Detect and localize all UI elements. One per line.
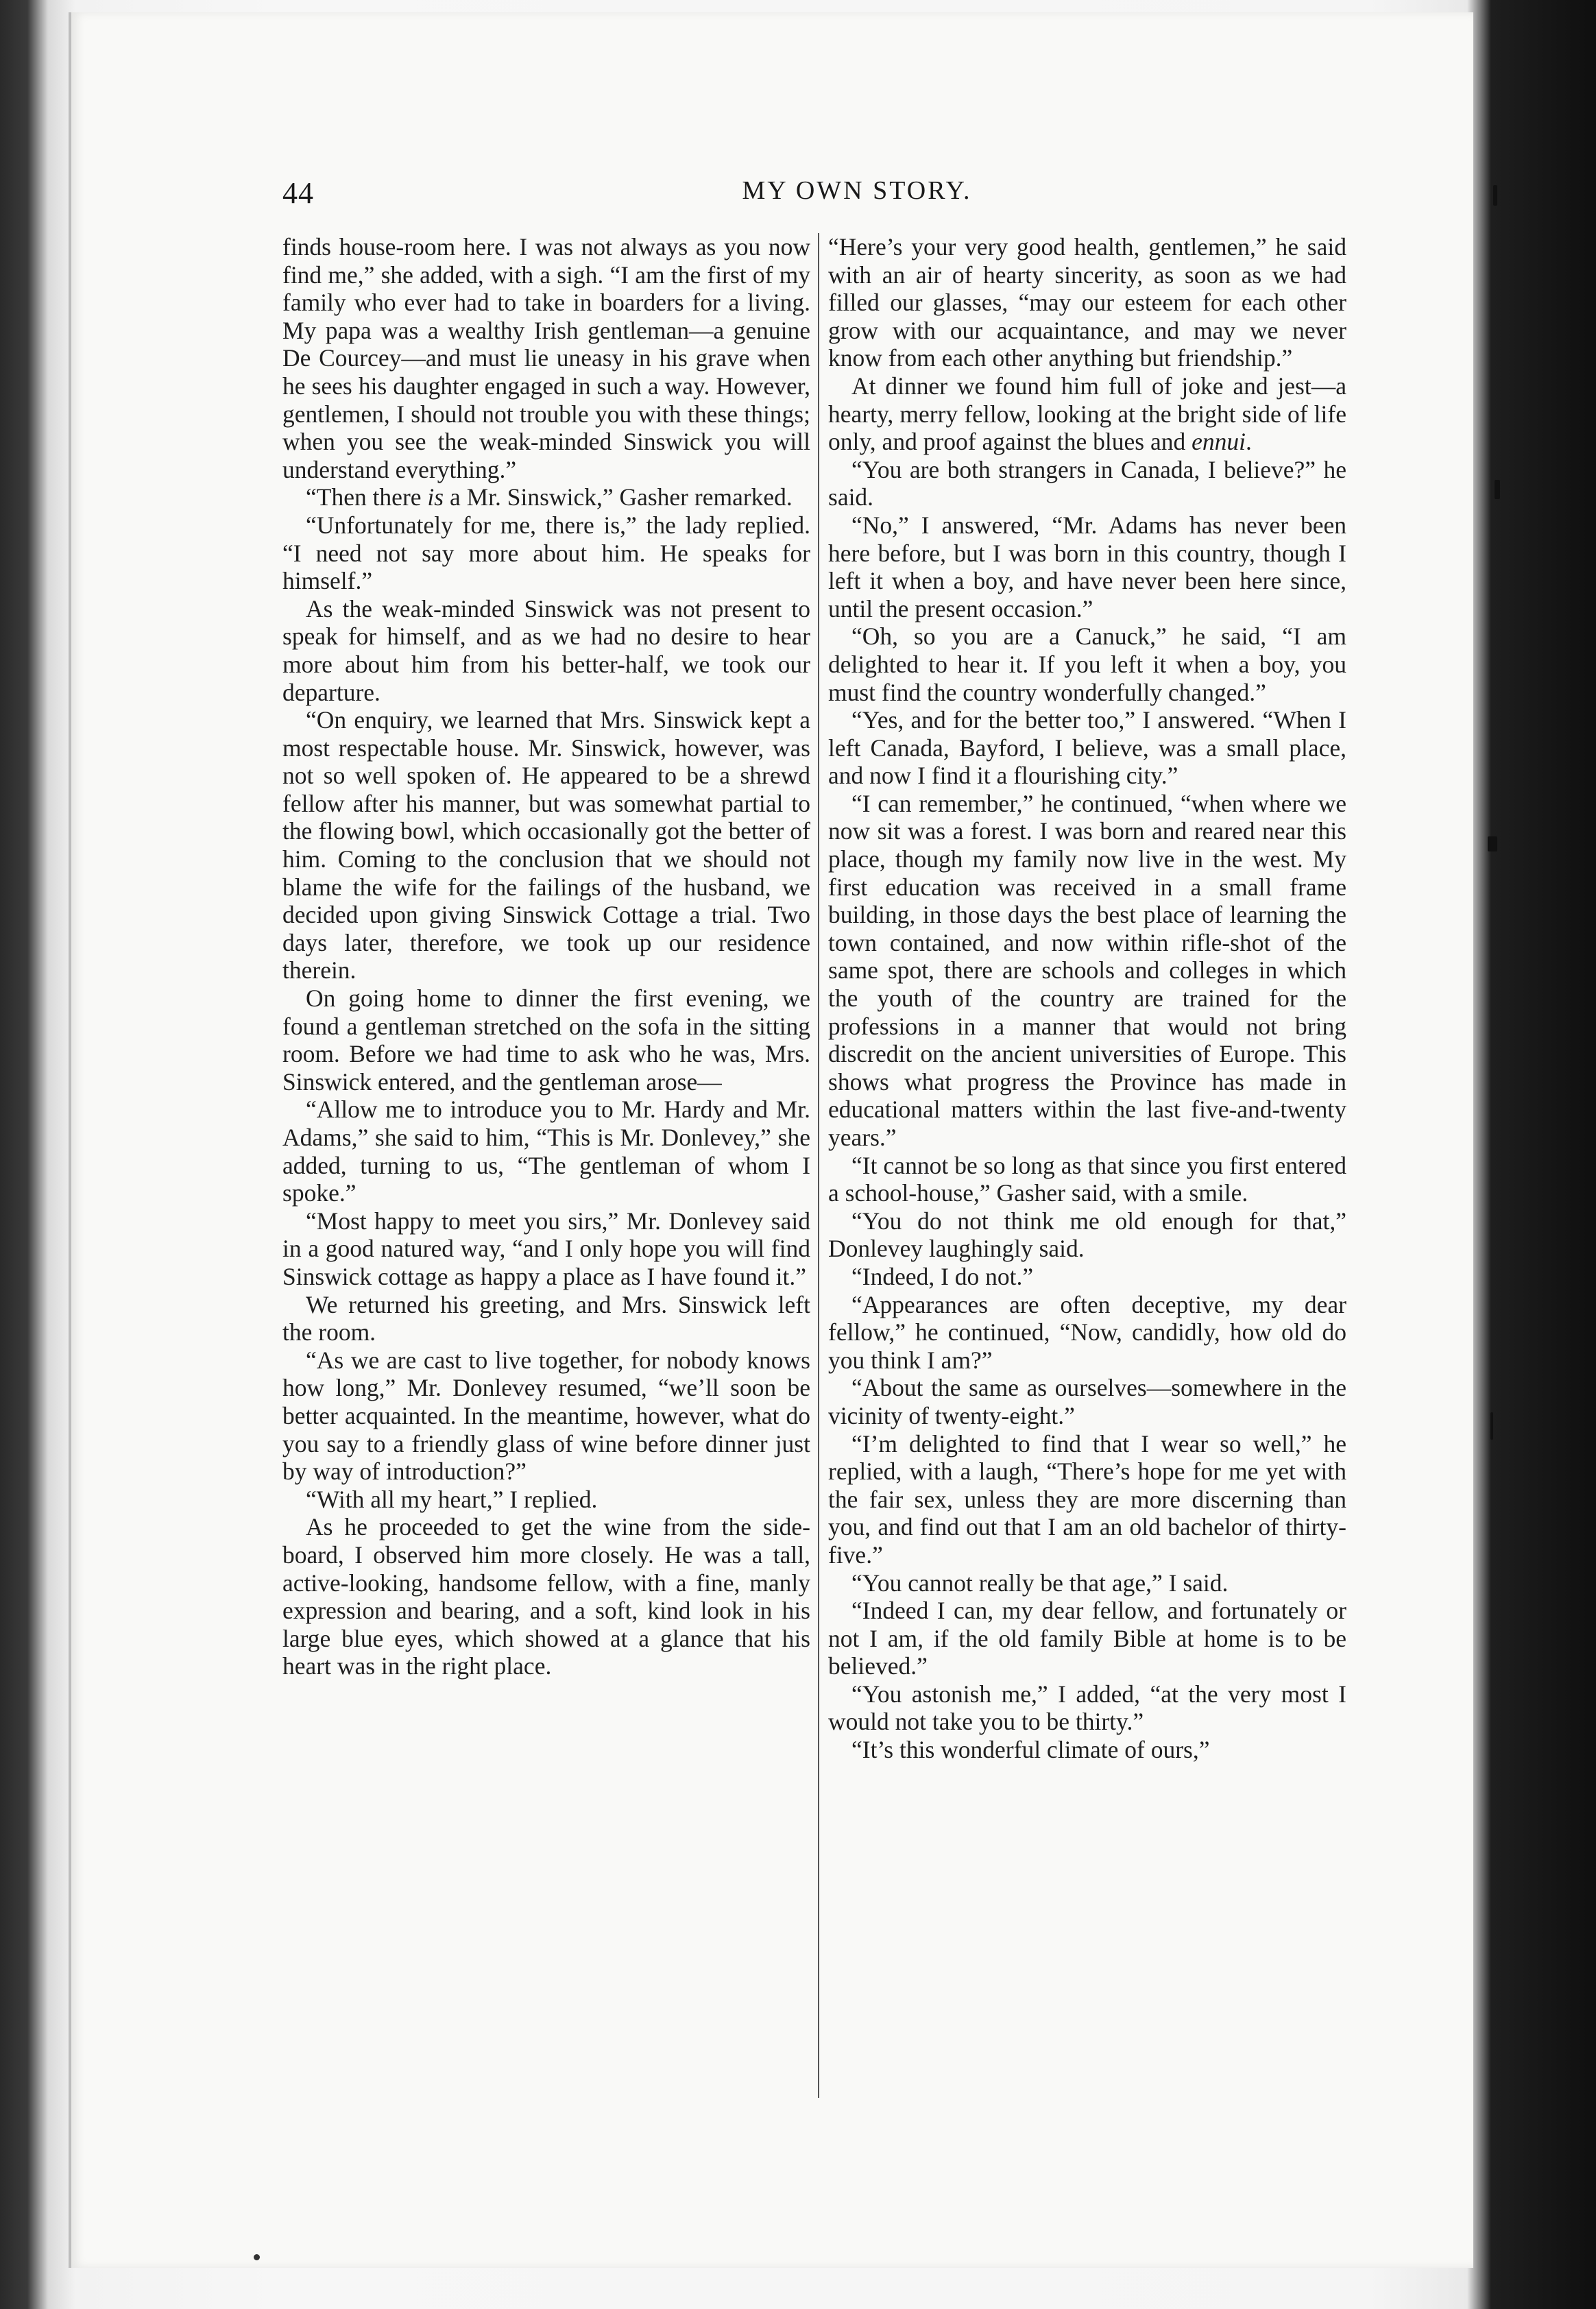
paragraph: At dinner we found him full of joke and jest—a hearty, merry fellow, looking at the bright side of life only, and proof against the blues and ennui. — [828, 372, 1346, 456]
paragraph: “As we are cast to live together, for nobody knows how long,” Mr. Donlevey resumed, “we’ll soon be better acquainted. In the meantime, however, what do you say to a friendly glass of wine before dinner just by way of introduction?” — [282, 1346, 810, 1486]
paragraph: “Indeed I can, my dear fellow, and fortunately or not I am, if the old family Bible at home is to be believed.” — [828, 1597, 1346, 1680]
paragraph: “Then there is a Mr. Sinswick,” Gasher remarked. — [306, 483, 793, 511]
paragraph: “Appearances are often deceptive, my dear fellow,” he continued, “Now, candidly, how old do you think I am?” — [828, 1290, 1346, 1374]
right-text-column — [828, 233, 1346, 1764]
ink-speck — [254, 2254, 260, 2260]
paragraph: “You cannot really be that age,” I said. — [851, 1569, 1229, 1597]
paragraph: “You astonish me,” I added, “at the very most I would not take you to be thirty.” — [828, 1680, 1346, 1736]
column-divider — [818, 233, 819, 2098]
binding-mark — [1490, 1412, 1493, 1440]
binding-mark — [1493, 185, 1497, 206]
running-title: MY OWN STORY. — [742, 176, 972, 205]
paragraph: “With all my heart,” I replied. — [306, 1485, 598, 1513]
paragraph: “I can remember,” he continued, “when where we now sit was a forest. I was born and reared near this place, though my family now live in the west. My first education was received in a small frame building, in those days the best place of learning the town contained, and now within rifle-shot of the same spot, there are schools and colleges in which the youth of the country are trained for the professions in a manner that would not bring discredit on the ancient universities of Europe. This shows what progress the Province has made in educational matters within the last five-and-twenty years.” — [828, 789, 1346, 1151]
paragraph: “You are both strangers in Canada, I believe?” he said. — [828, 455, 1346, 511]
paragraph: “Unfortunately for me, there is,” the lady replied. “I need not say more about him. He speaks for himself.” — [282, 511, 810, 595]
paragraph: “Yes, and for the better too,” I answered. “When I left Canada, Bayford, I believe, was a small place, and now I find it a flourishing city.” — [828, 706, 1346, 790]
paragraph: “It cannot be so long as that since you first entered a school-house,” Gasher said, with a smile. — [828, 1151, 1346, 1207]
paragraph: “I’m delighted to find that I wear so well,” he replied, with a laugh, “There’s hope for me yet with the fair sex, unless they are more discerning than you, and find out that I am an old bachelor of thirty-five.” — [828, 1429, 1346, 1569]
paragraph: “It’s this wonderful climate of ours,” — [851, 1736, 1210, 1764]
paragraph: “No,” I answered, “Mr. Adams has never been here before, but I was born in this country, though I left it when a boy, and have never been here since, until the present occasion.” — [828, 511, 1346, 622]
paragraph: “Here’s your very good health, gentlemen,” he said with an air of hearty sincerity, as soon as we had filled our glasses, “may our esteem for each other grow with our acquaintance, and may we never know from each other anything but friendship.” — [828, 233, 1346, 372]
paragraph: “Oh, so you are a Canuck,” he said, “I am delighted to hear it. If you left it when a boy, you must find the country wonderfully changed.” — [828, 622, 1346, 706]
paragraph: “About the same as ourselves—somewhere in the vicinity of twenty-eight.” — [828, 1374, 1346, 1429]
paragraph: We returned his greeting, and Mrs. Sinswick left the room. — [282, 1290, 810, 1346]
paragraph: “On enquiry, we learned that Mrs. Sinswick kept a most respectable house. Mr. Sinswick, however, was not so well spoken of. He appeared to be a shrewd fellow after his manner, but was somewhat partial to the flowing bowl, which occasionally got the better of him. Coming to the conclusion that we should not blame the wife for the failings of the husband, we decided upon giving Sinswick Cottage a trial. Two days later, therefore, we took up our residence therein. — [282, 706, 810, 984]
paragraph: “You do not think me old enough for that,” Donlevey laughingly said. — [828, 1207, 1346, 1263]
paragraph: As he proceeded to get the wine from the side-board, I observed him more closely. He was a tall, active-looking, handsome fellow, with a fine, manly expression and bearing, and a soft, kind look in his large blue eyes, which showed at a glance that his heart was in the right place. — [282, 1513, 810, 1680]
paragraph: As the weak-minded Sinswick was not present to speak for himself, and as we had no desire to hear more about him from his better-half, we took our departure. — [282, 594, 810, 706]
paragraph: “Indeed, I do not.” — [851, 1262, 1034, 1290]
binding-mark — [1495, 480, 1500, 499]
paragraph: “Most happy to meet you sirs,” Mr. Donlevey said in a good natured way, “and I only hope you will find Sinswick cottage as happy a place as I have found it.” — [282, 1207, 810, 1290]
paragraph: On going home to dinner the first evening, we found a gentleman stretched on the sofa in the sitting room. Before we had time to ask who he was, Mrs. Sinswick entered, and the gentleman arose— — [282, 984, 810, 1096]
binding-mark — [1488, 836, 1497, 851]
paragraph: “Allow me to introduce you to Mr. Hardy and Mr. Adams,” she said to him, “This is Mr. Donlevey,” she added, turning to us, “The gentleman of whom I spoke.” — [282, 1096, 810, 1207]
page-number: 44 — [282, 176, 314, 210]
left-text-column — [282, 233, 810, 1680]
paragraph: finds house-room here. I was not always as you now find me,” she added, with a sigh. “I am the first of my family who ever had to take in boarders for a living. My papa was a wealthy Irish gentleman—a genuine De Courcey—and must lie uneasy in his grave when he sees his daughter engaged in such a way. However, gentlemen, I should not trouble you with these things; when you see the weak-minded Sinswick you will understand everything.” — [282, 233, 810, 483]
